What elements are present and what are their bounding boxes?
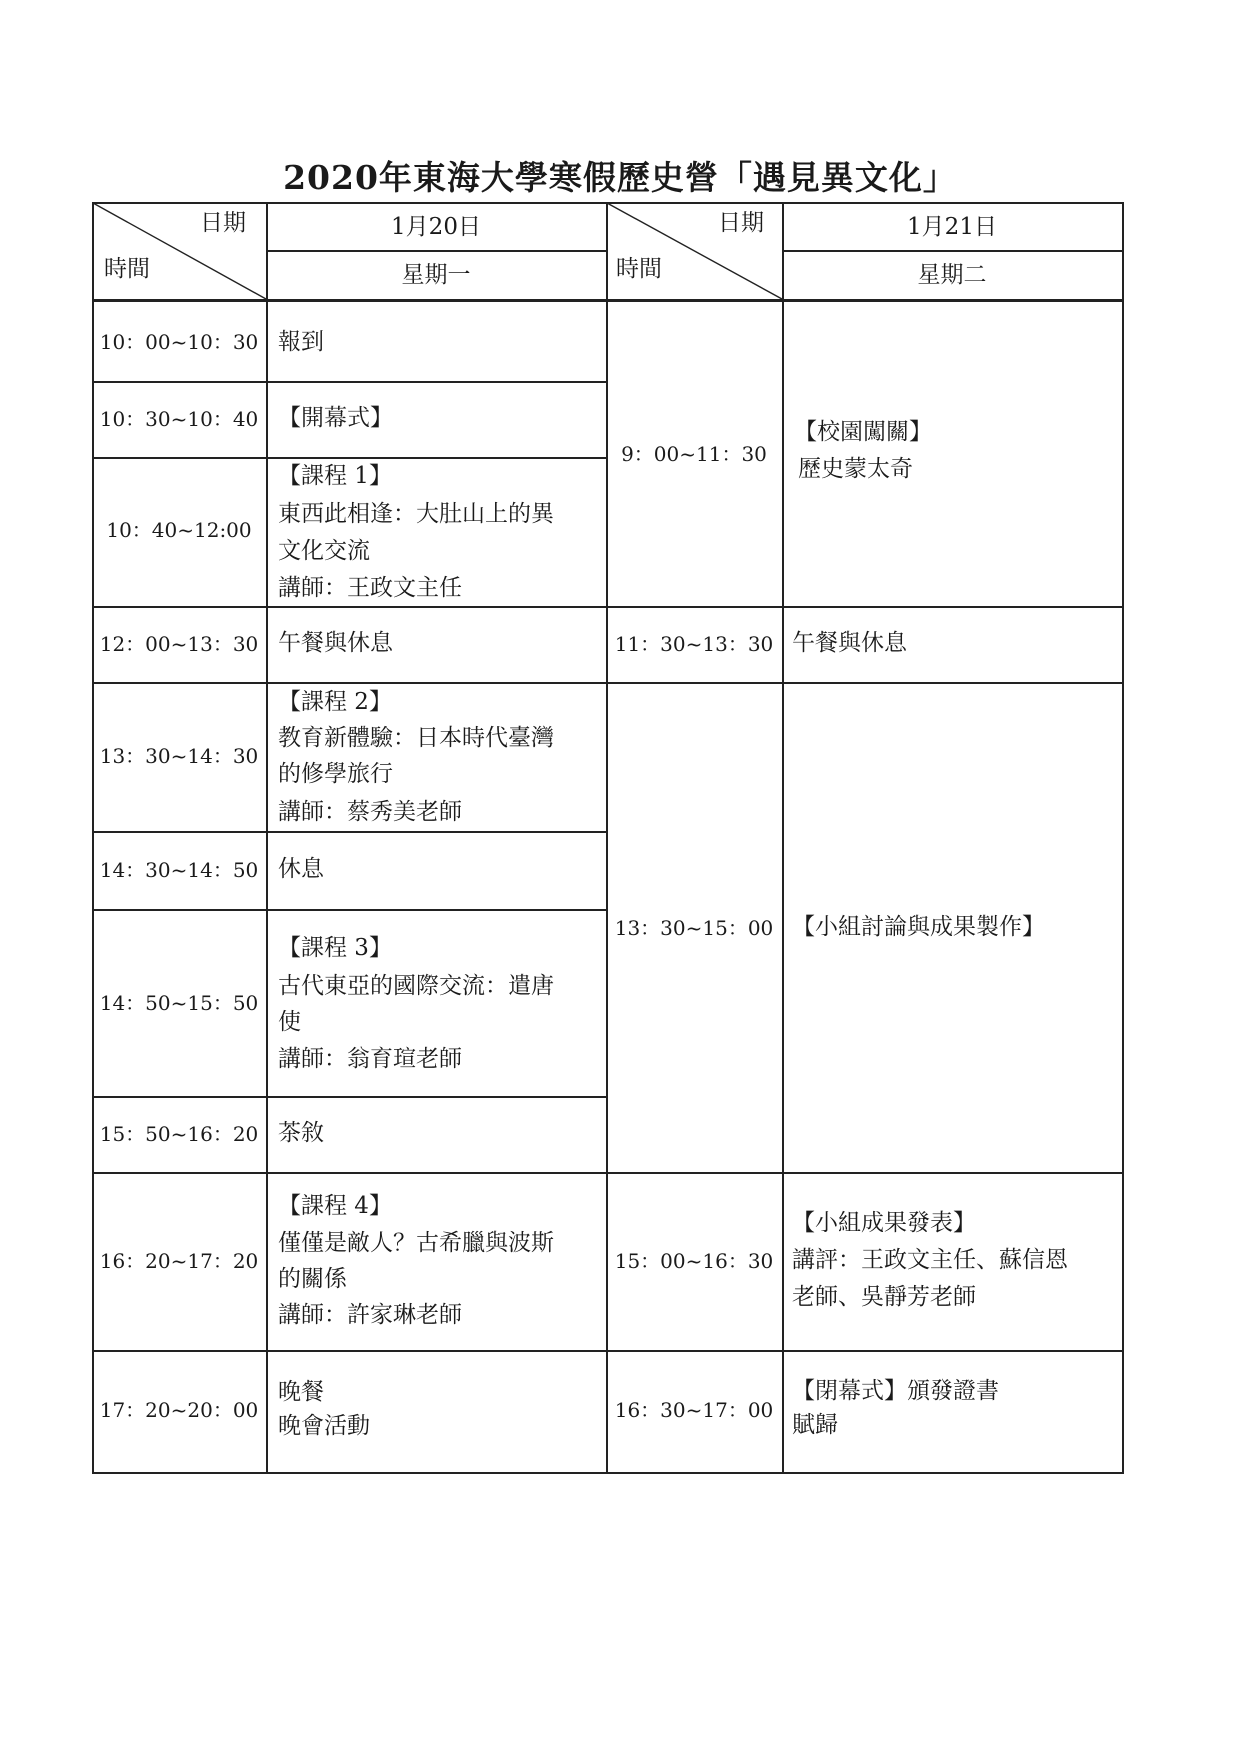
table-border-right (1122, 202, 1124, 1473)
day2-activity-line: 講評：王政文主任、蘇信恩 (792, 1247, 1068, 1273)
day1-activity-line: 晚餐 (278, 1379, 324, 1405)
header-time-label: 時間 (104, 256, 150, 282)
day2-time: 15：00~16：30 (614, 1249, 774, 1273)
day2-weekday: 星期二 (917, 262, 987, 288)
day1-time: 12：00~13：30 (99, 632, 259, 656)
day1-activity-line: 教育新體驗：日本時代臺灣 (278, 725, 554, 751)
day2-time: 16：30~17：00 (614, 1398, 774, 1422)
day2-date: 1月21日 (907, 214, 997, 240)
table-border-left (92, 202, 94, 1473)
day1-time: 10：30~10：40 (99, 407, 259, 431)
day1-activity-line: 茶敘 (278, 1120, 324, 1146)
day1-activity-line: 東西此相逢：大肚山上的異 (278, 501, 554, 527)
day1-time: 13：30~14：30 (99, 744, 259, 768)
day1-activity-line: 的修學旅行 (278, 761, 393, 787)
day1-time: 10：40~12:00 (106, 518, 252, 542)
day1-activity-line: 講師：許家琳老師 (278, 1302, 462, 1328)
day1-activity-line: 報到 (278, 329, 324, 355)
day1-time: 14：50~15：50 (99, 991, 259, 1015)
day1-activity-line: 講師：王政文主任 (278, 575, 462, 601)
day2-activity-line: 【小組成果發表】 (792, 1210, 976, 1236)
row-divider (92, 1350, 1124, 1352)
page-title: 2020年東海大學寒假歷史營「遇見異文化」 (283, 158, 957, 197)
day2-activity-line: 【校園闖關】 (794, 419, 932, 445)
row-divider (92, 909, 606, 911)
day2-activity-line: 【閉幕式】頒發證書 (792, 1378, 999, 1404)
row-divider (92, 831, 606, 833)
header-date-label: 日期 (718, 210, 764, 236)
day2-time: 11：30~13：30 (614, 632, 774, 656)
day2-activity-line: 賦歸 (792, 1412, 838, 1438)
day1-weekday: 星期一 (401, 262, 471, 288)
col-divider (606, 202, 608, 1473)
day1-activity-line: 【課程 4】 (278, 1193, 392, 1219)
day1-activity-line: 晚會活動 (278, 1413, 370, 1439)
day1-date: 1月20日 (391, 214, 481, 240)
day1-activity-line: 僅僅是敵人？古希臘與波斯 (278, 1230, 554, 1256)
day2-activity-line: 【小組討論與成果製作】 (792, 914, 1045, 940)
row-divider (92, 682, 1124, 684)
day1-time: 15：50~16：20 (99, 1122, 259, 1146)
col-divider (266, 202, 268, 1473)
day1-time: 14：30~14：50 (99, 858, 259, 882)
day1-activity-line: 【課程 2】 (278, 689, 392, 715)
row-divider (92, 606, 1124, 608)
day2-activity-line: 午餐與休息 (792, 630, 907, 656)
day2-activity-line: 老師、吳靜芳老師 (792, 1284, 976, 1310)
day1-activity-line: 【開幕式】 (278, 405, 393, 431)
day1-time: 16：20~17：20 (99, 1249, 259, 1273)
day1-time: 17：20~20：00 (99, 1398, 259, 1422)
day1-time: 10：00~10：30 (99, 330, 259, 354)
day1-activity-line: 使 (278, 1009, 301, 1035)
day1-activity-line: 文化交流 (278, 538, 370, 564)
header-time-label: 時間 (616, 256, 662, 282)
day2-time: 13：30~15：00 (614, 916, 774, 940)
header-date-label: 日期 (200, 210, 246, 236)
row-divider (92, 1096, 606, 1098)
day1-activity-line: 午餐與休息 (278, 630, 393, 656)
header-divider (782, 250, 1122, 252)
day1-activity-line: 講師：翁育瑄老師 (278, 1046, 462, 1072)
table-border-bottom (92, 1472, 1124, 1474)
day2-time: 9：00~11：30 (621, 442, 767, 466)
day1-activity-line: 【課程 3】 (278, 935, 392, 961)
day1-activity-line: 古代東亞的國際交流：遣唐 (278, 973, 554, 999)
header-divider (266, 250, 606, 252)
row-divider (92, 381, 606, 383)
day1-activity-line: 講師：蔡秀美老師 (278, 799, 462, 825)
col-divider (782, 202, 784, 1473)
day1-activity-line: 【課程 1】 (278, 463, 392, 489)
day1-activity-line: 的關係 (278, 1266, 347, 1292)
row-divider (92, 1172, 1124, 1174)
day2-activity-line: 歷史蒙太奇 (798, 456, 913, 482)
day1-activity-line: 休息 (278, 856, 324, 882)
